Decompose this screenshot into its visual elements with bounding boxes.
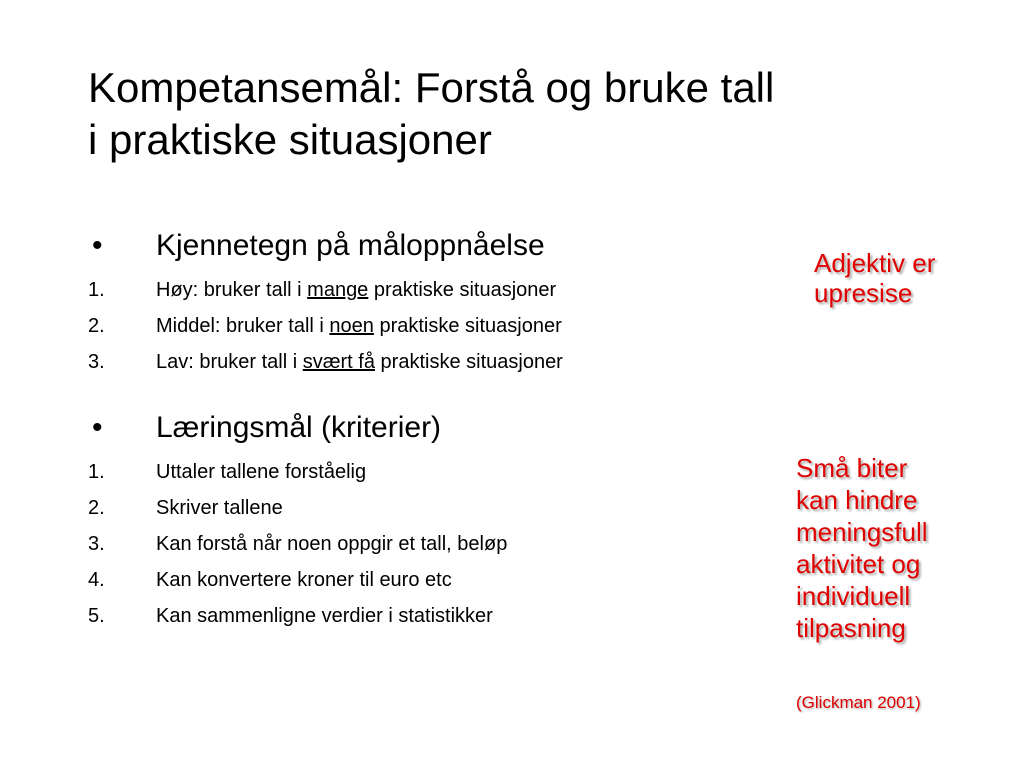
list-item-text: Kan sammenligne verdier i statistikker [156, 605, 493, 627]
learning-goals-heading-row [88, 408, 788, 448]
annotation-line: kan hindre [796, 485, 918, 515]
list-number: 1. [88, 461, 105, 483]
list-item [88, 604, 788, 628]
learning-goals-section [88, 408, 788, 628]
list-item-text-after: praktiske situasjoner [373, 315, 562, 337]
list-item-text-before: Lav: bruker tall i [156, 351, 303, 373]
slide-title-line-2: i praktiske situasjoner [88, 116, 492, 163]
list-number: 5. [88, 605, 105, 627]
criteria-heading-row [88, 226, 788, 266]
slide-title [88, 62, 968, 166]
list-item [88, 460, 788, 484]
learning-goals-heading: Læringsmål (kriterier) [156, 411, 442, 444]
list-item-text: Skriver tallene [156, 497, 283, 519]
annotation-line: upresise [814, 278, 913, 308]
annotation-line: individuell [796, 581, 911, 611]
list-item-text-before: Middel: bruker tall i [156, 315, 330, 337]
adjective-annotation [814, 248, 935, 308]
list-item [88, 532, 788, 556]
annotation-line: aktivitet og [796, 549, 921, 579]
list-item [88, 314, 788, 338]
list-item [88, 568, 788, 592]
list-number: 2. [88, 315, 105, 337]
annotation-line: tilpasning [796, 613, 906, 643]
list-number: 3. [88, 351, 105, 373]
annotation-line: Små biter [796, 453, 908, 483]
underlined-word: svært få [302, 351, 375, 373]
list-item-text [156, 278, 556, 302]
slide-title-line-1: Kompetansemål: Forstå og bruke tall [88, 64, 775, 111]
list-number: 4. [88, 569, 105, 591]
criteria-heading: Kjennetegn på måloppnåelse [156, 229, 545, 262]
underlined-word: noen [329, 315, 374, 337]
list-number: 3. [88, 533, 105, 555]
list-item [88, 278, 788, 302]
list-item-text-before: Høy: bruker tall i [156, 279, 308, 301]
list-item-text-after: praktiske situasjoner [368, 279, 557, 301]
list-item-text [156, 350, 563, 374]
list-number: 1. [88, 279, 105, 301]
list-item-text: Kan forstå når noen oppgir et tall, beløp [156, 533, 508, 555]
list-item-text-after: praktiske situasjoner [374, 351, 563, 373]
annotation-line: Adjektiv er [814, 248, 936, 278]
list-number: 2. [88, 497, 105, 519]
criteria-section [88, 226, 788, 374]
list-item [88, 496, 788, 520]
list-item [88, 350, 788, 374]
list-item-text [156, 314, 562, 338]
bullet-marker: • [92, 411, 103, 444]
citation: (Glickman 2001) [796, 693, 921, 712]
underlined-word: mange [307, 279, 369, 301]
bullet-marker: • [92, 229, 103, 262]
list-item-text: Kan konvertere kroner til euro etc [156, 569, 452, 591]
slide-body [88, 226, 788, 628]
annotation-line: meningsfull [796, 517, 928, 547]
list-item-text: Uttaler tallene forståelig [156, 461, 367, 483]
small-pieces-annotation [796, 452, 928, 644]
